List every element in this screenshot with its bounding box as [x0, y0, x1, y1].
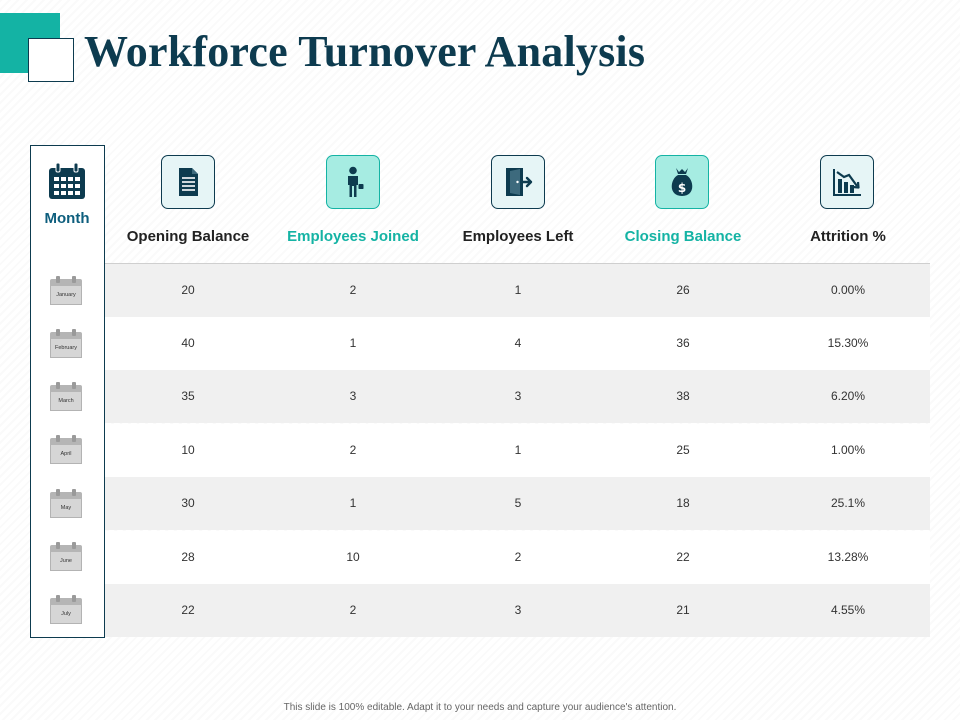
opening-balance-cell: 40 [181, 336, 195, 350]
attrition-cell: 0.00% [830, 283, 866, 297]
employees-left-cell: 4 [514, 336, 522, 350]
opening-balance-cell: 20 [181, 283, 195, 297]
employees-joined-cell: 1 [349, 336, 357, 350]
month-calendar-icon [50, 382, 82, 412]
month-calendar-icon [50, 595, 82, 625]
month-calendar-icon [50, 542, 82, 572]
closing-balance-cell: 25 [676, 443, 690, 457]
table-row [105, 477, 930, 530]
employees-joined-cell: 2 [349, 443, 357, 457]
month-label: February [50, 339, 82, 358]
opening-balance-cell: 10 [181, 443, 195, 457]
table-row [105, 531, 930, 584]
closing-balance-cell: 36 [676, 336, 690, 350]
opening-balance-cell: 30 [181, 496, 195, 510]
exit-door-icon [491, 155, 545, 209]
attrition-cell: 1.00% [830, 443, 866, 457]
closing-balance-cell: 38 [676, 389, 690, 403]
employees-left-cell: 2 [514, 550, 522, 564]
employees-joined-cell: 2 [349, 603, 357, 617]
employees-left-cell: 5 [514, 496, 522, 510]
header-attrition: Attrition % [810, 228, 886, 245]
closing-balance-cell: 21 [676, 603, 690, 617]
month-label: June [50, 552, 82, 571]
table-row [105, 424, 930, 477]
employees-joined-cell: 2 [349, 283, 357, 297]
attrition-cell: 6.20% [830, 389, 866, 403]
attrition-cell: 13.28% [827, 550, 869, 564]
person-with-briefcase-icon [326, 155, 380, 209]
closing-balance-cell: 18 [676, 496, 690, 510]
outline-square-decoration [28, 38, 74, 82]
attrition-cell: 25.1% [830, 496, 866, 510]
month-label: January [50, 286, 82, 305]
employees-joined-cell: 10 [346, 550, 360, 564]
table-row [105, 264, 930, 317]
month-label: April [50, 445, 82, 464]
page-title: Workforce Turnover Analysis [84, 27, 646, 76]
header-employees-left: Employees Left [462, 228, 574, 245]
svg-text:$: $ [677, 181, 687, 195]
header-employees-joined: Employees Joined [287, 228, 419, 245]
attrition-cell: 15.30% [827, 336, 869, 350]
header-closing-balance: Closing Balance [624, 228, 742, 245]
attrition-cell: 4.55% [830, 603, 866, 617]
opening-balance-cell: 22 [181, 603, 195, 617]
month-calendar-icon [50, 276, 82, 306]
closing-balance-cell: 26 [676, 283, 690, 297]
declining-chart-icon [820, 155, 874, 209]
month-calendar-icon [50, 329, 82, 359]
closing-balance-cell: 22 [676, 550, 690, 564]
month-calendar-icon [50, 435, 82, 465]
employees-joined-cell: 1 [349, 496, 357, 510]
opening-balance-cell: 35 [181, 389, 195, 403]
header-opening-balance: Opening Balance [126, 228, 250, 245]
document-icon [161, 155, 215, 209]
month-calendar-icon [50, 489, 82, 519]
employees-left-cell: 1 [514, 443, 522, 457]
calendar-icon [48, 162, 86, 200]
money-bag-icon [655, 155, 709, 209]
table-row [105, 584, 930, 637]
month-label: March [50, 392, 82, 411]
employees-left-cell: 3 [514, 603, 522, 617]
table-row [105, 317, 930, 370]
month-header: Month [44, 210, 90, 227]
employees-left-cell: 1 [514, 283, 522, 297]
table-row [105, 370, 930, 423]
employees-left-cell: 3 [514, 389, 522, 403]
month-label: July [50, 605, 82, 624]
month-label: May [50, 499, 82, 518]
footer-note: This slide is 100% editable. Adapt it to your needs and capture your audience's attention. [283, 702, 677, 713]
opening-balance-cell: 28 [181, 550, 195, 564]
employees-joined-cell: 3 [349, 389, 357, 403]
